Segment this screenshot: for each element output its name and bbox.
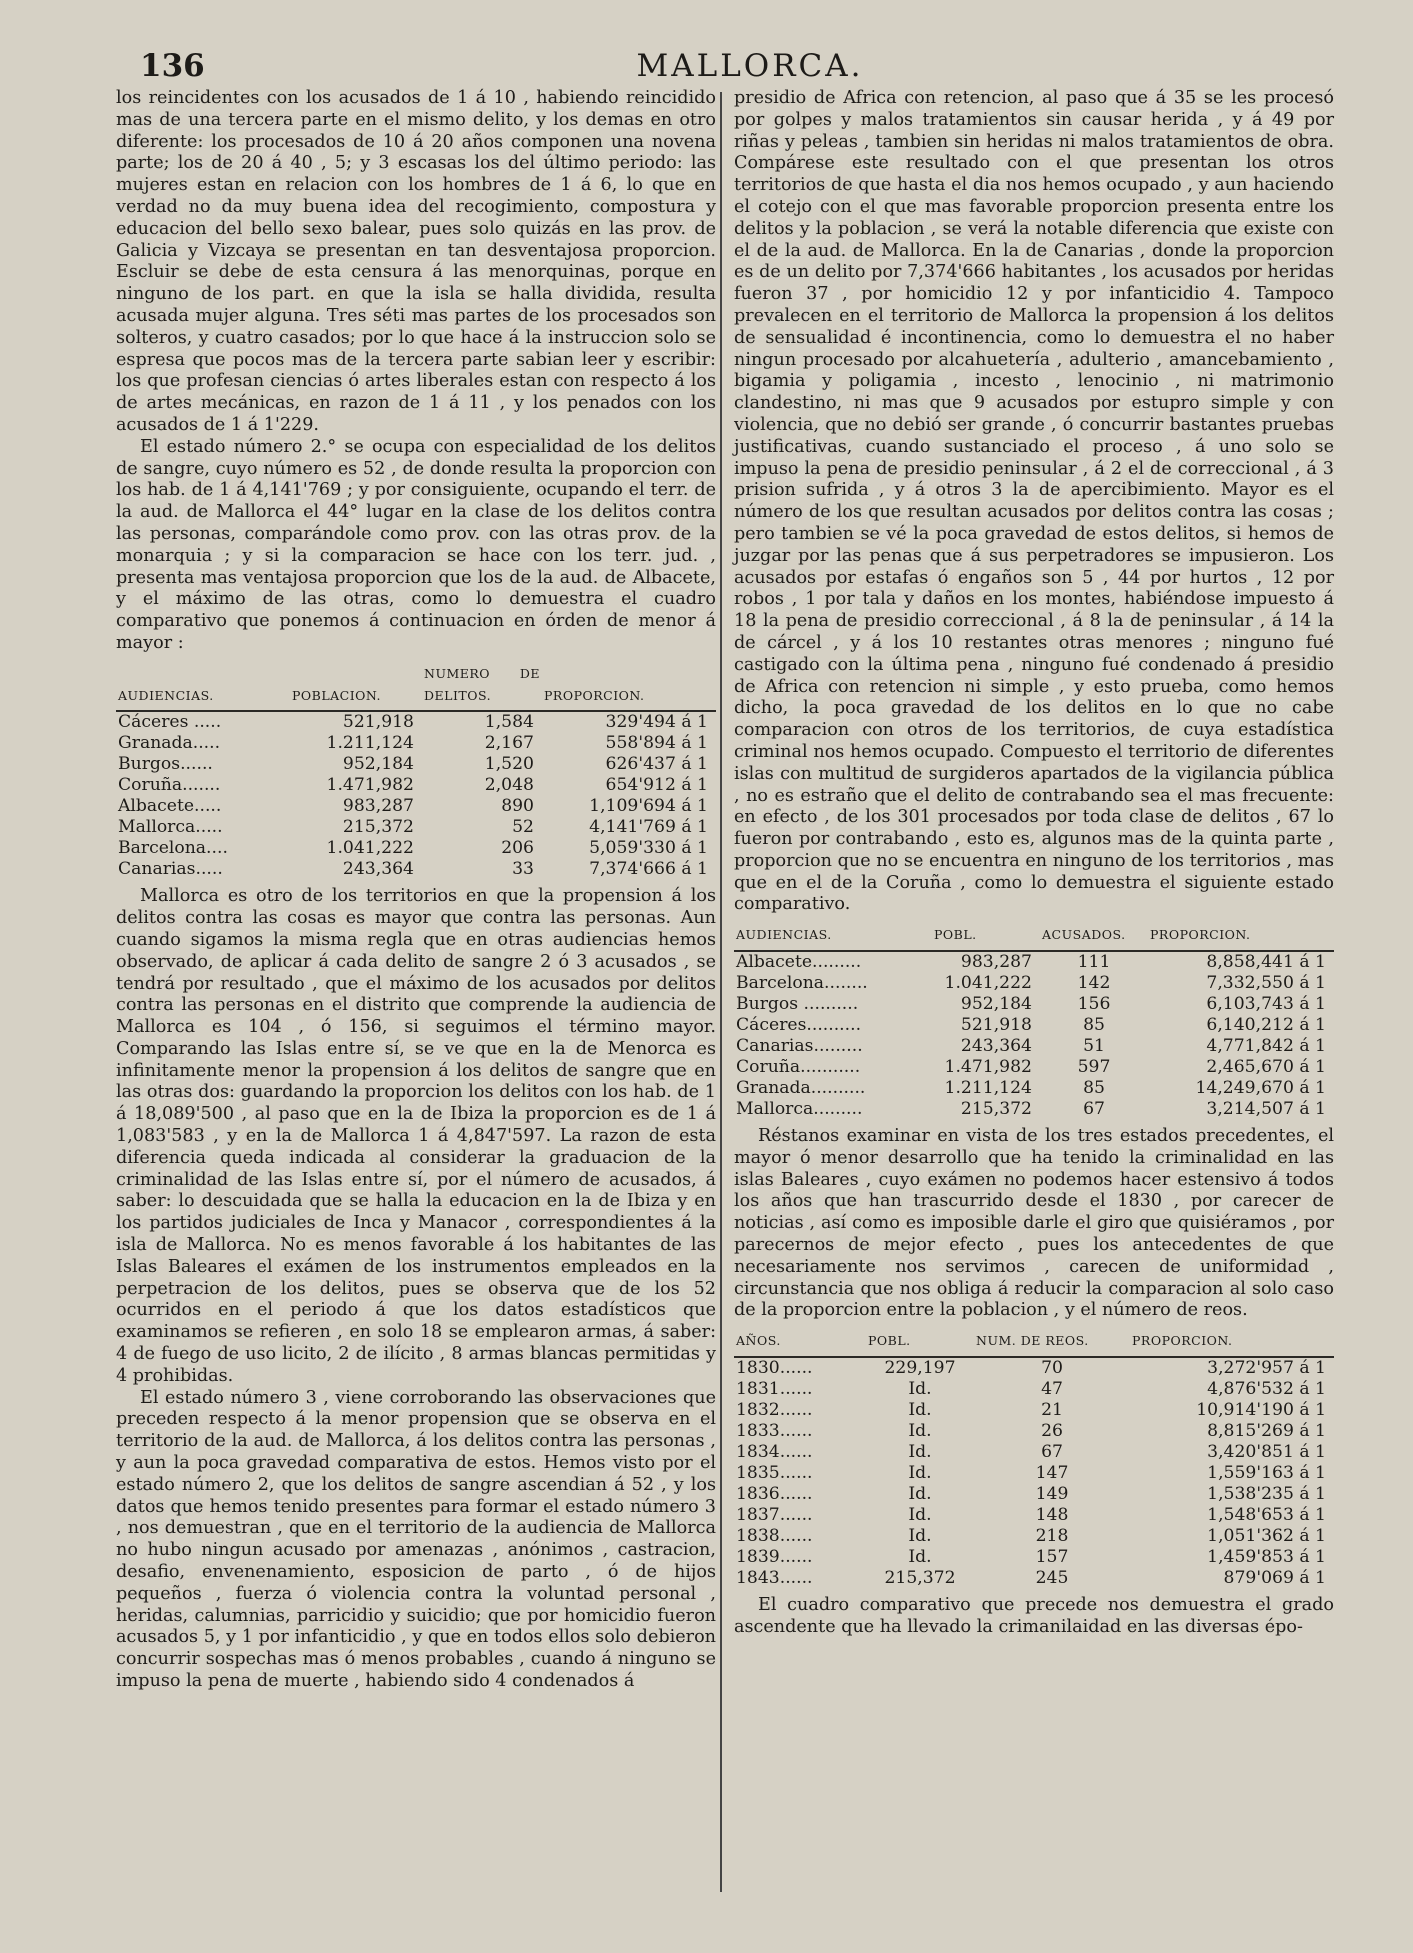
- table-cell: Canarias.....: [118, 859, 223, 880]
- table-cell: Id.: [908, 1379, 932, 1400]
- column-header: NUMERO DE DELITOS.: [422, 663, 542, 712]
- table-cell: 245: [1035, 1568, 1069, 1589]
- table-cell: 3,420'851 á 1: [1207, 1442, 1326, 1463]
- table-cell: 1830......: [736, 1358, 813, 1379]
- paragraph: El estado número 2.° se ocupa con especialidad de los delitos de sangre, cuyo número es 52 , de donde resulta la proporcion con los hab. de 1 á 4,141'769 ; y por consiguiente, ocupando el terr. de la aud. de Mallorca el 44° lugar en la clase de los delitos contra las personas, comparándole como prov. con las otras prov. de la monarquia ; y si la comparacion se hace con los terr. jud. , presenta mas ventajosa proporcion que los de la aud. de Albacete, y el máximo de las otras, como lo demuestra el cuadro comparativo que ponemos á continuacion en órden de menor á mayor :: [116, 436, 716, 653]
- page-number: 136: [140, 48, 205, 84]
- table-cell: 33: [512, 859, 534, 880]
- table-cell: 983,287: [960, 952, 1032, 973]
- table-cell: 85: [1083, 1078, 1105, 1099]
- table-row: [734, 1078, 1334, 1099]
- table-cell: Cáceres..........: [736, 1015, 862, 1036]
- table-row: [116, 754, 716, 775]
- table-cell: Id.: [908, 1526, 932, 1547]
- table-cell: 1,538'235 á 1: [1207, 1484, 1326, 1505]
- table-cell: Coruña...........: [736, 1057, 861, 1078]
- reos-por-anos-table: [734, 1330, 1334, 1589]
- table-cell: Barcelona........: [736, 973, 868, 994]
- table-row: [734, 1421, 1334, 1442]
- table-cell: 1838......: [736, 1526, 813, 1547]
- table-cell: 157: [1035, 1547, 1069, 1568]
- table-cell: 47: [1041, 1379, 1063, 1400]
- column-header: AÑOS.: [734, 1330, 866, 1357]
- table-cell: 67: [1041, 1442, 1063, 1463]
- table-cell: 558'894 á 1: [605, 733, 708, 754]
- table-cell: 142: [1077, 973, 1111, 994]
- table-cell: 156: [1077, 994, 1111, 1015]
- table-cell: 4,771,842 á 1: [1206, 1036, 1326, 1057]
- table-cell: Albacete.....: [118, 796, 222, 817]
- table-cell: 1,051'362 á 1: [1207, 1526, 1326, 1547]
- table-header-row: [116, 663, 716, 712]
- table-row: [734, 1400, 1334, 1421]
- table-cell: 879'069 á 1: [1223, 1568, 1326, 1589]
- table-cell: 983,287: [342, 796, 414, 817]
- table-cell: 7,374'666 á 1: [589, 859, 708, 880]
- column-header: AUDIENCIAS.: [734, 924, 932, 951]
- table-cell: 1.471,982: [944, 1057, 1032, 1078]
- table-cell: 1,459'853 á 1: [1207, 1547, 1326, 1568]
- table-cell: 1831......: [736, 1379, 813, 1400]
- table-cell: 626'437 á 1: [605, 754, 708, 775]
- table-row: [734, 973, 1334, 994]
- table-cell: 890: [501, 796, 534, 817]
- table-cell: Granada..........: [736, 1078, 866, 1099]
- table-cell: 1.041,222: [944, 973, 1032, 994]
- table-row: [734, 994, 1334, 1015]
- table-row: [116, 859, 716, 880]
- table-cell: 218: [1035, 1526, 1069, 1547]
- table-cell: 597: [1077, 1057, 1111, 1078]
- table-cell: Id.: [908, 1463, 932, 1484]
- table-row: [116, 796, 716, 817]
- column-header: ACUSADOS.: [1040, 924, 1148, 951]
- table-cell: 67: [1083, 1099, 1105, 1120]
- table-row: [116, 838, 716, 859]
- right-column: [734, 88, 1334, 1639]
- table-row: [734, 1357, 1334, 1379]
- column-header: PROPORCION.: [542, 663, 716, 712]
- table-cell: 1.211,124: [326, 733, 414, 754]
- table-cell: 6,140,212 á 1: [1206, 1015, 1326, 1036]
- table-cell: 1,584: [484, 712, 534, 733]
- table-row: [734, 1036, 1334, 1057]
- table-cell: 4,141'769 á 1: [589, 817, 708, 838]
- table-row: [116, 817, 716, 838]
- table-cell: 10,914'190 á 1: [1196, 1400, 1326, 1421]
- table-cell: 1,520: [484, 754, 534, 775]
- table-row: [116, 733, 716, 754]
- table-cell: 3,272'957 á 1: [1207, 1358, 1326, 1379]
- table-row: [116, 711, 716, 733]
- table-cell: 21: [1041, 1400, 1063, 1421]
- contrabando-table: [734, 924, 1334, 1120]
- table-cell: Mallorca.....: [118, 817, 223, 838]
- column-header: POBL.: [932, 924, 1040, 951]
- table-cell: Coruña.......: [118, 775, 221, 796]
- table-row: [734, 1442, 1334, 1463]
- table-cell: 14,249,670 á 1: [1195, 1078, 1326, 1099]
- table-cell: Granada.....: [118, 733, 221, 754]
- table-cell: 1,559'163 á 1: [1207, 1463, 1326, 1484]
- table-cell: 26: [1041, 1421, 1063, 1442]
- table-cell: Mallorca.........: [736, 1099, 863, 1120]
- table-cell: 2,167: [484, 733, 534, 754]
- table-cell: Burgos ..........: [736, 994, 859, 1015]
- table-cell: 1834......: [736, 1442, 813, 1463]
- table-row: [734, 1099, 1334, 1120]
- table-cell: 654'912 á 1: [605, 775, 708, 796]
- table-row: [734, 1568, 1334, 1589]
- column-header: POBL.: [866, 1330, 974, 1357]
- table-cell: 1.041,222: [326, 838, 414, 859]
- paragraph: El estado número 3 , viene corroborando las observaciones que preceden respecto á la menor propension que se observa en el territorio de la aud. de Mallorca, á los delitos contra las personas , y aun la poca gravedad comparativa de estos. Hemos visto por el estado número 2, que los delitos de sangre ascendian á 52 , y los datos que hemos tenido presentes para formar el estado número 3 , nos demuestran , que en el territorio de la audiencia de Mallorca no hubo ningun acusado por amenazas , anónimos , castracion, desafio, envenenamiento, esposicion de parto , ó de hijos pequeños , fuerza ó violencia contra la voluntad personal , heridas, calumnias, parricidio y suicidio; que por homicidio fueron acusados 5, y 1 por infanticidio , y que en todos ellos solo debieron concurrir sospechas mas ó menos probables , cuando á ninguno se impuso la pena de muerte , habiendo sido 4 condenados á: [116, 1387, 716, 1691]
- table-row: [734, 1547, 1334, 1568]
- column-header: PROPORCION.: [1148, 924, 1334, 951]
- table-cell: 70: [1041, 1358, 1063, 1379]
- table-cell: 206: [501, 838, 534, 859]
- paragraph: El cuadro comparativo que precede nos demuestra el grado ascendente que ha llevado la crimanilaidad en las diversas épo-: [734, 1595, 1334, 1637]
- table-header-row: [734, 1330, 1334, 1357]
- table-cell: 952,184: [342, 754, 414, 775]
- table-cell: 1836......: [736, 1484, 813, 1505]
- table-cell: 111: [1077, 952, 1111, 973]
- table-cell: 52: [512, 817, 534, 838]
- table-cell: Cáceres .....: [118, 712, 222, 733]
- table-cell: 8,858,441 á 1: [1206, 952, 1326, 973]
- table-cell: 1,109'694 á 1: [589, 796, 708, 817]
- table-cell: 229,197: [884, 1358, 956, 1379]
- table-row: [734, 1057, 1334, 1078]
- table-cell: 215,372: [960, 1099, 1032, 1120]
- table-cell: 521,918: [342, 712, 414, 733]
- table-cell: Albacete.........: [736, 952, 862, 973]
- table-cell: 243,364: [342, 859, 414, 880]
- table-cell: 3,214,507 á 1: [1206, 1099, 1326, 1120]
- table-cell: 4,876'532 á 1: [1207, 1379, 1326, 1400]
- table-row: [116, 775, 716, 796]
- table-cell: Barcelona....: [118, 838, 228, 859]
- table-cell: Id.: [908, 1505, 932, 1526]
- table-cell: Id.: [908, 1421, 932, 1442]
- delitos-sangre-table: [116, 663, 716, 881]
- paragraph: los reincidentes con los acusados de 1 á 10 , habiendo reincidido mas de una tercera parte en el mismo delito, y los demas en otro diferente: los procesados de 10 á 20 años componen una novena parte; los de 20 á 40 , 5; y 3 escasas los del último periodo: las mujeres estan en relacion con los hombres de 1 á 6, lo que en verdad no da muy buena idea del recogimiento, compostura y educacion del bello sexo balear, pues solo quizás en las prov. de Galicia y Vizcaya se presentan en tan desventajosa proporcion. Escluir se debe de esta censura á las menorquinas, porque en ninguno de los part. en que la isla se halla dividida, resulta acusada mujer alguna. Tres séti mas partes de los procesados son solteros, y cuatro casados; por lo que hace á la instruccion solo se espresa que pocos mas de la tercera parte sabian leer y escribir: los que profesan ciencias ó artes liberales estan con respecto á los de artes mecánicas, en razon de 1 á 11 , y los penados con los acusados de 1 á 1'229.: [116, 88, 716, 435]
- running-title: MALLORCA.: [636, 48, 864, 84]
- column-header: POBLACION.: [290, 663, 422, 712]
- table-header-row: [734, 924, 1334, 951]
- table-cell: 1.211,124: [944, 1078, 1032, 1099]
- table-row: [734, 1484, 1334, 1505]
- table-cell: 6,103,743 á 1: [1206, 994, 1326, 1015]
- table-cell: Id.: [908, 1547, 932, 1568]
- table-cell: 85: [1083, 1015, 1105, 1036]
- page-header: [130, 48, 1370, 90]
- table-cell: 1.471,982: [326, 775, 414, 796]
- table-cell: 1837......: [736, 1505, 813, 1526]
- table-cell: Id.: [908, 1400, 932, 1421]
- table-cell: Canarias.........: [736, 1036, 863, 1057]
- table-cell: 1835......: [736, 1463, 813, 1484]
- table-cell: 8,815'269 á 1: [1207, 1421, 1326, 1442]
- table-cell: 521,918: [960, 1015, 1032, 1036]
- paragraph: Réstanos examinar en vista de los tres estados precedentes, el mayor ó menor desarrollo que ha tenido la criminalidad en las islas Baleares , cuyo exámen no podemos hacer estensivo á todos los años que han trascurrido desde el 1830 , por carecer de noticias , así como es imposible darle el giro que quisiéramos , por parecernos de mejor efecto , pues los antecedentes de que necesariamente nos servimos , carecen de uniformidad , circunstancia que nos obliga á reducir la comparacion al solo caso de la proporcion entre la poblacion , y el número de reos.: [734, 1126, 1334, 1321]
- table-cell: 148: [1035, 1505, 1069, 1526]
- table-cell: 2,048: [484, 775, 534, 796]
- table-cell: Id.: [908, 1442, 932, 1463]
- table-cell: 952,184: [960, 994, 1032, 1015]
- table-cell: 329'494 á 1: [605, 712, 708, 733]
- table-cell: Id.: [908, 1484, 932, 1505]
- table-row: [734, 1505, 1334, 1526]
- table-cell: 1839......: [736, 1547, 813, 1568]
- table-row: [734, 1379, 1334, 1400]
- table-cell: Burgos......: [118, 754, 213, 775]
- table-cell: 5,059'330 á 1: [589, 838, 708, 859]
- table-cell: 1,548'653 á 1: [1207, 1505, 1326, 1526]
- table-row: [734, 1015, 1334, 1036]
- column-header: NUM. DE REOS.: [974, 1330, 1130, 1357]
- table-row: [734, 1463, 1334, 1484]
- paragraph: Mallorca es otro de los territorios en que la propension á los delitos contra las cosas es mayor que contra las personas. Aun cuando sigamos la misma regla que en otras audiencias hemos observado, de aplicar á cada delito de sangre 2 ó 3 acusados , se tendrá por resultado , que el máximo de los acusados por delitos contra las personas en el distrito que comprende la audiencia de Mallorca es 104 , ó 156, si seguimos el término mayor. Comparando las Islas entre sí, se ve que en la de Menorca es infinitamente menor la propension á los delitos de sangre que en las otras dos: guardando la proporcion los delitos con los hab. de 1 á 18,089'500 , al paso que en la de Ibiza la proporcion es de 1 á 1,083'583 , y en la de Mallorca 1 á 4,847'597. La razon de esta diferencia queda indicada al considerar la graduacion de la criminalidad de las Islas entre sí, por el número de acusados, á saber: lo descuidada que se halla la educacion en la de Ibiza y en los partidos judiciales de Inca y Manacor , correspondientes á la isla de Mallorca. No es menos favorable á los habitantes de las Islas Baleares el exámen de los instrumentos empleados en la perpetracion de los delitos, pues se observa que de los 52 ocurridos en el periodo á que los datos estadísticos que examinamos se refieren , en solo 18 se emplearon armas, á saber: 4 de fuego de uso licito, 2 de ilícito , 8 armas blancas permitidas y 4 prohibidas.: [116, 886, 716, 1386]
- left-column: [116, 88, 716, 1693]
- table-cell: 7,332,550 á 1: [1206, 973, 1326, 994]
- table-row: [734, 1526, 1334, 1547]
- table-row: [734, 951, 1334, 973]
- table-cell: 1832......: [736, 1400, 813, 1421]
- table-cell: 147: [1035, 1463, 1069, 1484]
- column-header: PROPORCION.: [1130, 1330, 1334, 1357]
- table-cell: 215,372: [884, 1568, 956, 1589]
- column-header: AUDIENCIAS.: [116, 663, 290, 712]
- table-cell: 1843......: [736, 1568, 813, 1589]
- column-divider: [720, 92, 722, 1892]
- table-cell: 149: [1035, 1484, 1069, 1505]
- table-cell: 2,465,670 á 1: [1206, 1057, 1326, 1078]
- table-cell: 243,364: [960, 1036, 1032, 1057]
- paragraph: presidio de Africa con retencion, al paso que á 35 se les procesó por golpes y malos tratamientos sin causar herida , y á 49 por riñas y peleas , tambien sin heridas ni malos tratamientos de obra. Compárese este resultado con el que presentan los otros territorios de que hasta el dia nos hemos ocupado , y aun haciendo el cotejo con el que mas favorable proporcion presenta entre los delitos y la poblacion , se verá la notable diferencia que existe con el de la aud. de Mallorca. En la de Canarias , donde la proporcion es de un delito por 7,374'666 habitantes , los acusados por heridas fueron 37 , por homicidio 12 y por infanticidio 4. Tampoco prevalecen en el territorio de Mallorca la propension á los delitos de sensualidad é incontinencia, como lo demuestra el no haber ningun procesado por alcahuetería , adulterio , amancebamiento , bigamia y poligamia , incesto , lenocinio , ni matrimonio clandestino, ni mas que 9 acusados por estupro simple y con violencia, que no debió ser grande , ó concurrir bastantes pruebas justificativas, cuando sustanciado el proceso , á uno solo se impuso la pena de presidio peninsular , á 2 el de correccional , á 3 prision sufrida , y á otros 3 la de apercibimiento. Mayor es el número de los que resultan acusados por delitos contra las cosas ; pero tambien se vé la poca gravedad de estos delitos, si hemos de juzgar por las penas que á sus perpetradores se impusieron. Los acusados por estafas ó engaños son 5 , 44 por hurtos , 12 por robos , 1 por tala y daños en los montes, habiéndose impuesto á 18 la pena de presidio correccional , á 8 la de peninsular , á 14 la de cárcel , y á los 10 restantes otras menores ; ninguno fué castigado con la última pena , ninguno fué condenado á presidio de Africa con retencion ni simple , y esto prueba, como hemos dicho, la poca gravedad de los delitos en lo que no cabe comparacion con otros de los territorios, de cuya estadística criminal nos hemos ocupado. Compuesto el territorio de diferentes islas con multitud de surgideros apartados de la vigilancia pública , no es estraño que el delito de contrabando sea el mas frecuente: en efecto , de los 301 procesados por toda clase de delitos , 67 lo fueron por contrabando , esto es, algunos mas de la quinta parte , proporcion que no se encuentra en ninguno de los territorios , mas que en el de la Coruña , como lo demuestra el siguiente estado comparativo.: [734, 88, 1334, 915]
- table-cell: 215,372: [342, 817, 414, 838]
- table-cell: 1833......: [736, 1421, 813, 1442]
- table-cell: 51: [1083, 1036, 1105, 1057]
